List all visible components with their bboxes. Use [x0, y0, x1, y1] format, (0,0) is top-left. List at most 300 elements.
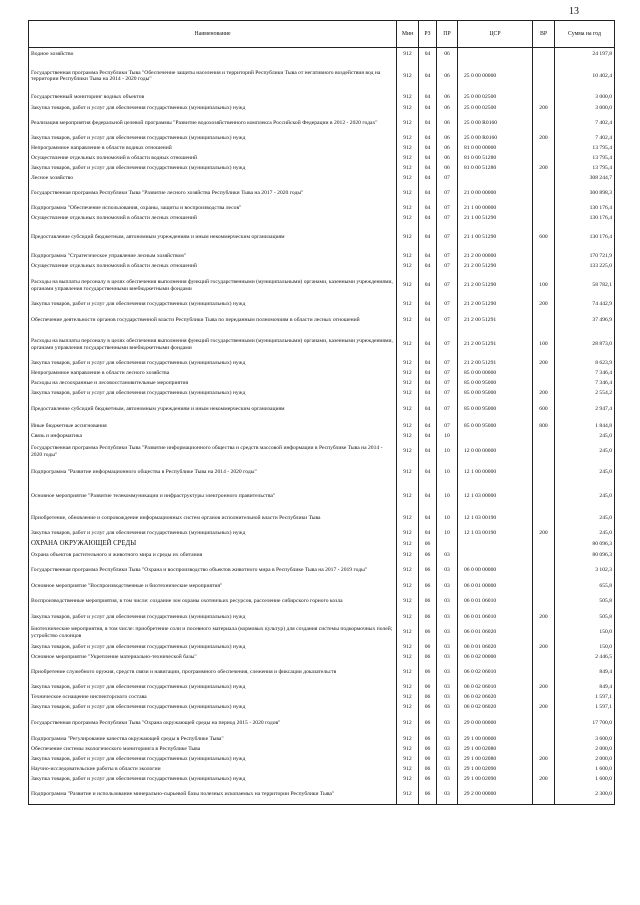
cell-pr: 06 [437, 164, 458, 174]
table-row [29, 379, 615, 389]
cell-vr [533, 114, 555, 134]
cell-vr: 200 [533, 104, 555, 114]
cell-vr: 200 [533, 643, 555, 653]
cell-csr: 85 0 00 95000 [458, 379, 533, 389]
cell-csr: 06 0 02 00000 [458, 653, 533, 663]
cell-vr [533, 735, 555, 745]
cell-name: Связь и информатика [29, 432, 397, 442]
cell-min: 912 [397, 92, 419, 104]
table-row [29, 184, 615, 204]
cell-csr: 06 0 02 06010 [458, 663, 533, 683]
cell-pr [437, 539, 458, 550]
cell-rz: 04 [419, 144, 437, 154]
cell-pr: 06 [437, 104, 458, 114]
cell-min: 912 [397, 399, 419, 421]
cell-name: Закупка товаров, работ и услуг для обеспечения государственных (муниципальных) нужд [29, 300, 397, 310]
cell-pr: 03 [437, 592, 458, 612]
cell-vr [533, 539, 555, 550]
cell-csr: 81 0 00 51280 [458, 164, 533, 174]
cell-min: 912 [397, 134, 419, 144]
table-row [29, 612, 615, 623]
cell-sum: 13 795,4 [555, 154, 615, 164]
table-header-row [29, 21, 615, 48]
cell-csr: 12 1 03 00000 [458, 484, 533, 509]
table-row [29, 214, 615, 224]
cell-min: 912 [397, 703, 419, 713]
cell-vr: 200 [533, 683, 555, 693]
cell-pr: 10 [437, 442, 458, 462]
cell-rz: 04 [419, 92, 437, 104]
cell-sum: 3 600,0 [555, 735, 615, 745]
cell-sum: 1 844,8 [555, 421, 615, 432]
table-row [29, 484, 615, 509]
cell-pr: 03 [437, 653, 458, 663]
cell-min: 912 [397, 251, 419, 262]
cell-sum: 245,0 [555, 432, 615, 442]
cell-vr: 600 [533, 224, 555, 251]
cell-vr: 200 [533, 775, 555, 785]
table-row [29, 262, 615, 272]
cell-name: Подпрограмма "Развитие и использование минерально-сырьевой базы полезных ископаемых на территории Республики Тыва" [29, 785, 397, 805]
cell-pr: 10 [437, 484, 458, 509]
cell-vr [533, 785, 555, 805]
cell-min: 912 [397, 61, 419, 92]
cell-sum: 655,8 [555, 581, 615, 592]
cell-pr: 03 [437, 745, 458, 755]
cell-pr: 10 [437, 432, 458, 442]
cell-min: 912 [397, 581, 419, 592]
cell-name: Лесное хозяйство [29, 174, 397, 184]
cell-vr [533, 174, 555, 184]
cell-vr: 100 [533, 331, 555, 359]
cell-csr [458, 550, 533, 561]
cell-csr: 06 0 00 00000 [458, 561, 533, 581]
cell-sum: 58 782,1 [555, 272, 615, 300]
table-row [29, 359, 615, 369]
budget-table [28, 20, 615, 805]
cell-rz: 04 [419, 272, 437, 300]
cell-sum: 2 300,0 [555, 785, 615, 805]
cell-name: Закупка товаров, работ и услуг для обеспечения государственных (муниципальных) нужд [29, 683, 397, 693]
header-min: Мин [397, 21, 419, 48]
cell-csr: 85 0 00 95000 [458, 399, 533, 421]
cell-rz: 06 [419, 693, 437, 703]
cell-name: Осуществление отдельных полномочий в области водных отношений [29, 154, 397, 164]
cell-vr [533, 462, 555, 484]
cell-rz: 06 [419, 623, 437, 643]
cell-rz: 06 [419, 581, 437, 592]
cell-rz: 04 [419, 154, 437, 164]
cell-pr: 07 [437, 251, 458, 262]
cell-name: Государственный мониторинг водных объектов [29, 92, 397, 104]
cell-min: 912 [397, 745, 419, 755]
cell-sum: 245,0 [555, 462, 615, 484]
cell-rz: 04 [419, 399, 437, 421]
cell-pr: 10 [437, 462, 458, 484]
cell-min: 912 [397, 755, 419, 765]
cell-name: Государственная программа Республики Тыва "Охрана окружающей среды на период 2015 - 2020 годов" [29, 713, 397, 735]
cell-pr: 03 [437, 643, 458, 653]
table-row [29, 331, 615, 359]
cell-csr: 12 1 03 00190 [458, 529, 533, 539]
cell-pr: 03 [437, 765, 458, 775]
cell-rz: 04 [419, 251, 437, 262]
cell-min: 912 [397, 204, 419, 214]
table-row [29, 174, 615, 184]
cell-csr: 06 0 01 06020 [458, 623, 533, 643]
cell-sum: 150,0 [555, 623, 615, 643]
cell-min: 912 [397, 224, 419, 251]
cell-sum: 505,8 [555, 612, 615, 623]
cell-rz: 06 [419, 683, 437, 693]
cell-rz: 06 [419, 745, 437, 755]
table-row [29, 581, 615, 592]
cell-rz: 06 [419, 592, 437, 612]
table-row [29, 703, 615, 713]
cell-rz: 06 [419, 539, 437, 550]
cell-min: 912 [397, 144, 419, 154]
table-row [29, 663, 615, 683]
cell-min: 912 [397, 592, 419, 612]
cell-csr: 25 0 00 R0160 [458, 134, 533, 144]
cell-pr: 06 [437, 154, 458, 164]
cell-csr: 21 2 00 51290 [458, 300, 533, 310]
cell-rz: 04 [419, 359, 437, 369]
cell-rz: 04 [419, 369, 437, 379]
cell-name: Основное мероприятие "Воспроизводственные и биотехнические мероприятия" [29, 581, 397, 592]
cell-name: Осуществление отдельных полномочий в области лесных отношений [29, 262, 397, 272]
cell-csr: 21 1 00 51290 [458, 224, 533, 251]
cell-vr [533, 713, 555, 735]
cell-name: Осуществление отдельных полномочий в области лесных отношений [29, 214, 397, 224]
cell-pr: 07 [437, 369, 458, 379]
cell-rz: 04 [419, 310, 437, 331]
cell-pr: 07 [437, 224, 458, 251]
cell-min: 912 [397, 359, 419, 369]
cell-sum: 3 102,3 [555, 561, 615, 581]
cell-vr [533, 550, 555, 561]
cell-sum: 74 442,9 [555, 300, 615, 310]
cell-csr: 06 0 01 06010 [458, 592, 533, 612]
cell-min: 912 [397, 683, 419, 693]
cell-sum: 245,0 [555, 442, 615, 462]
cell-pr: 07 [437, 272, 458, 300]
cell-rz: 04 [419, 529, 437, 539]
cell-name: Государственная программа Республики Тыва "Развитие информационного общества и средств массовой информации в Республике Тыва на 2014 - 2020 годы" [29, 442, 397, 462]
cell-sum: 80 096,3 [555, 550, 615, 561]
cell-min: 912 [397, 735, 419, 745]
cell-rz: 04 [419, 484, 437, 509]
cell-pr: 07 [437, 310, 458, 331]
cell-csr: 06 0 01 06020 [458, 643, 533, 653]
cell-sum: 245,0 [555, 509, 615, 529]
cell-name: Техническое оснащение инспекторского состава [29, 693, 397, 703]
cell-min: 912 [397, 561, 419, 581]
cell-name: Охрана объектов растительного и животного мира и среды их обитания [29, 550, 397, 561]
cell-min: 912 [397, 785, 419, 805]
table-row [29, 442, 615, 462]
header-rz: РЗ [419, 21, 437, 48]
cell-name: Государственная программа Республики Тыва "Охрана и воспроизводство объектов животного мира в Республике Тыва на 2017 - 2019 годы" [29, 561, 397, 581]
cell-vr [533, 592, 555, 612]
cell-csr: 85 0 00 95000 [458, 389, 533, 399]
cell-csr: 29 1 00 02080 [458, 745, 533, 755]
cell-vr [533, 214, 555, 224]
table-row [29, 154, 615, 164]
cell-vr: 200 [533, 164, 555, 174]
cell-rz: 06 [419, 612, 437, 623]
cell-min: 912 [397, 529, 419, 539]
cell-name: Обеспечение системы экологического мониторинга в Республике Тыва [29, 745, 397, 755]
cell-sum: 37 496,9 [555, 310, 615, 331]
cell-vr: 100 [533, 272, 555, 300]
cell-pr: 03 [437, 581, 458, 592]
cell-min: 912 [397, 484, 419, 509]
cell-vr [533, 310, 555, 331]
cell-min: 912 [397, 643, 419, 653]
table-row [29, 164, 615, 174]
cell-vr [533, 745, 555, 755]
cell-vr: 200 [533, 300, 555, 310]
table-row [29, 92, 615, 104]
cell-sum: 1 597,1 [555, 693, 615, 703]
cell-name: Непрограммное направление в области лесного хозяйства [29, 369, 397, 379]
cell-vr [533, 92, 555, 104]
cell-sum: 1 597,1 [555, 703, 615, 713]
cell-rz: 06 [419, 643, 437, 653]
cell-rz: 06 [419, 713, 437, 735]
cell-pr: 07 [437, 359, 458, 369]
cell-name: ОХРАНА ОКРУЖАЮЩЕЙ СРЕДЫ [29, 539, 397, 550]
cell-sum: 13 795,4 [555, 144, 615, 154]
cell-pr: 03 [437, 735, 458, 745]
table-row [29, 144, 615, 154]
table-row [29, 529, 615, 539]
table-row [29, 272, 615, 300]
cell-sum: 13 795,4 [555, 164, 615, 174]
cell-vr [533, 765, 555, 775]
table-row [29, 48, 615, 61]
cell-csr [458, 539, 533, 550]
table-row [29, 683, 615, 693]
header-name: Наименование [29, 21, 397, 48]
cell-pr: 03 [437, 703, 458, 713]
cell-pr: 03 [437, 775, 458, 785]
cell-sum: 133 225,0 [555, 262, 615, 272]
cell-rz: 04 [419, 442, 437, 462]
cell-sum: 300 898,3 [555, 184, 615, 204]
cell-name: Расходы на выплаты персоналу в целях обеспечения выполнения функций государственными (муниципальными) органами, казенными учреждениями, органами управления государственными внебюджетными фондами [29, 331, 397, 359]
cell-pr: 07 [437, 204, 458, 214]
cell-name: Подпрограмма "Развитие информационного общества в Республике Тыва на 2014 - 2020 годы" [29, 462, 397, 484]
cell-csr: 21 2 00 51291 [458, 310, 533, 331]
cell-sum: 150,0 [555, 643, 615, 653]
cell-csr: 85 0 00 95000 [458, 421, 533, 432]
cell-rz: 04 [419, 114, 437, 134]
cell-vr [533, 663, 555, 683]
cell-min: 912 [397, 114, 419, 134]
cell-pr: 03 [437, 755, 458, 765]
cell-pr: 07 [437, 421, 458, 432]
cell-csr: 85 0 00 00000 [458, 369, 533, 379]
cell-name: Основное мероприятие "Укрепление материально-технической базы" [29, 653, 397, 663]
cell-sum: 130 176,4 [555, 204, 615, 214]
cell-rz: 06 [419, 703, 437, 713]
table-row [29, 561, 615, 581]
header-vr: ВР [533, 21, 555, 48]
cell-name: Закупка товаров, работ и услуг для обеспечения государственных (муниципальных) нужд [29, 612, 397, 623]
cell-sum: 7 346,4 [555, 369, 615, 379]
cell-csr: 21 1 00 51290 [458, 214, 533, 224]
cell-min: 912 [397, 653, 419, 663]
cell-csr [458, 48, 533, 61]
cell-csr: 21 2 00 00000 [458, 251, 533, 262]
cell-name: Закупка товаров, работ и услуг для обеспечения государственных (муниципальных) нужд [29, 389, 397, 399]
cell-name: Подпрограмма "Обеспечение использования, охраны, защиты и воспроизводства лесов" [29, 204, 397, 214]
cell-vr: 800 [533, 421, 555, 432]
cell-csr: 06 0 01 06010 [458, 612, 533, 623]
cell-csr: 21 0 00 00000 [458, 184, 533, 204]
table-row [29, 592, 615, 612]
cell-pr: 06 [437, 114, 458, 134]
cell-csr: 29 2 00 00000 [458, 785, 533, 805]
cell-csr: 21 2 00 51290 [458, 262, 533, 272]
cell-pr: 07 [437, 331, 458, 359]
cell-pr: 07 [437, 389, 458, 399]
cell-csr: 21 1 00 00000 [458, 204, 533, 214]
cell-vr: 200 [533, 612, 555, 623]
cell-name: Закупка товаров, работ и услуг для обеспечения государственных (муниципальных) нужд [29, 104, 397, 114]
cell-vr [533, 61, 555, 92]
cell-name: Приобретение, обновление и сопровождение информационных систем органов исполнительной власти Республики Тыва [29, 509, 397, 529]
cell-csr: 25 0 00 R0160 [458, 114, 533, 134]
cell-pr: 06 [437, 61, 458, 92]
cell-vr [533, 693, 555, 703]
cell-rz: 04 [419, 164, 437, 174]
table-row [29, 134, 615, 144]
cell-vr: 200 [533, 359, 555, 369]
cell-min: 912 [397, 214, 419, 224]
cell-name: Непрограммное направление в области водных отношений [29, 144, 397, 154]
cell-sum: 245,0 [555, 529, 615, 539]
cell-rz: 04 [419, 224, 437, 251]
cell-sum: 7 402,4 [555, 134, 615, 144]
cell-csr: 29 0 00 00000 [458, 713, 533, 735]
cell-vr [533, 442, 555, 462]
cell-sum: 7 346,4 [555, 379, 615, 389]
table-row [29, 369, 615, 379]
cell-vr [533, 262, 555, 272]
table-row [29, 755, 615, 765]
cell-vr [533, 561, 555, 581]
table-row [29, 623, 615, 643]
cell-sum: 245,0 [555, 484, 615, 509]
cell-min: 912 [397, 775, 419, 785]
cell-min: 912 [397, 612, 419, 623]
table-row [29, 462, 615, 484]
cell-vr [533, 432, 555, 442]
cell-name: Закупка товаров, работ и услуг для обеспечения государственных (муниципальных) нужд [29, 134, 397, 144]
cell-vr: 200 [533, 389, 555, 399]
cell-pr: 03 [437, 550, 458, 561]
table-row [29, 61, 615, 92]
cell-csr: 81 0 00 51280 [458, 154, 533, 164]
cell-rz: 04 [419, 61, 437, 92]
cell-name: Воспроизводственные мероприятия, в том числе: создание зон охраны охотничьих ресурсов, расселение сибирского горного козла [29, 592, 397, 612]
cell-csr: 25 0 00 02500 [458, 104, 533, 114]
cell-name: Предоставление субсидий бюджетным, автономным учреждениям и иным некоммерческим организациям [29, 399, 397, 421]
cell-pr: 07 [437, 174, 458, 184]
cell-name: Закупка товаров, работ и услуг для обеспечения государственных (муниципальных) нужд [29, 359, 397, 369]
cell-rz: 06 [419, 755, 437, 765]
cell-csr: 12 0 00 00000 [458, 442, 533, 462]
table-row [29, 713, 615, 735]
cell-vr [533, 48, 555, 61]
cell-sum: 17 700,0 [555, 713, 615, 735]
table-row [29, 300, 615, 310]
table-row [29, 204, 615, 214]
table-row [29, 224, 615, 251]
cell-rz: 06 [419, 653, 437, 663]
cell-sum: 2 947,4 [555, 399, 615, 421]
cell-sum: 170 721,9 [555, 251, 615, 262]
cell-csr: 12 1 03 00190 [458, 509, 533, 529]
cell-rz: 04 [419, 204, 437, 214]
cell-pr: 03 [437, 693, 458, 703]
cell-min: 912 [397, 104, 419, 114]
cell-rz: 04 [419, 134, 437, 144]
cell-sum: 10 402,4 [555, 61, 615, 92]
cell-csr [458, 432, 533, 442]
cell-min: 912 [397, 164, 419, 174]
cell-sum: 8 623,9 [555, 359, 615, 369]
cell-vr: 200 [533, 755, 555, 765]
cell-rz: 06 [419, 550, 437, 561]
table-row [29, 389, 615, 399]
cell-rz: 04 [419, 432, 437, 442]
cell-pr: 03 [437, 683, 458, 693]
table-row [29, 432, 615, 442]
header-csr: ЦСР [458, 21, 533, 48]
cell-pr: 06 [437, 92, 458, 104]
table-row [29, 399, 615, 421]
cell-min: 912 [397, 48, 419, 61]
cell-min: 912 [397, 432, 419, 442]
cell-min: 912 [397, 379, 419, 389]
cell-rz: 04 [419, 184, 437, 204]
table-row [29, 765, 615, 775]
cell-pr: 03 [437, 612, 458, 623]
table-row [29, 104, 615, 114]
cell-rz: 04 [419, 331, 437, 359]
cell-min: 912 [397, 509, 419, 529]
table-row [29, 735, 615, 745]
cell-min: 912 [397, 539, 419, 550]
cell-pr: 03 [437, 785, 458, 805]
table-row [29, 550, 615, 561]
cell-sum: 849,4 [555, 663, 615, 683]
cell-sum: 80 096,3 [555, 539, 615, 550]
cell-min: 912 [397, 442, 419, 462]
cell-name: Расходы на выплаты персоналу в целях обеспечения выполнения функций государственными (муниципальными) органами, казенными учреждениями, органами управления государственными внебюджетными фондами [29, 272, 397, 300]
cell-min: 912 [397, 765, 419, 775]
cell-sum: 3 000,0 [555, 104, 615, 114]
page-number: 13 [569, 6, 579, 17]
cell-sum: 24 197,8 [555, 48, 615, 61]
cell-csr: 06 0 02 06020 [458, 703, 533, 713]
cell-rz: 04 [419, 389, 437, 399]
cell-pr: 06 [437, 134, 458, 144]
